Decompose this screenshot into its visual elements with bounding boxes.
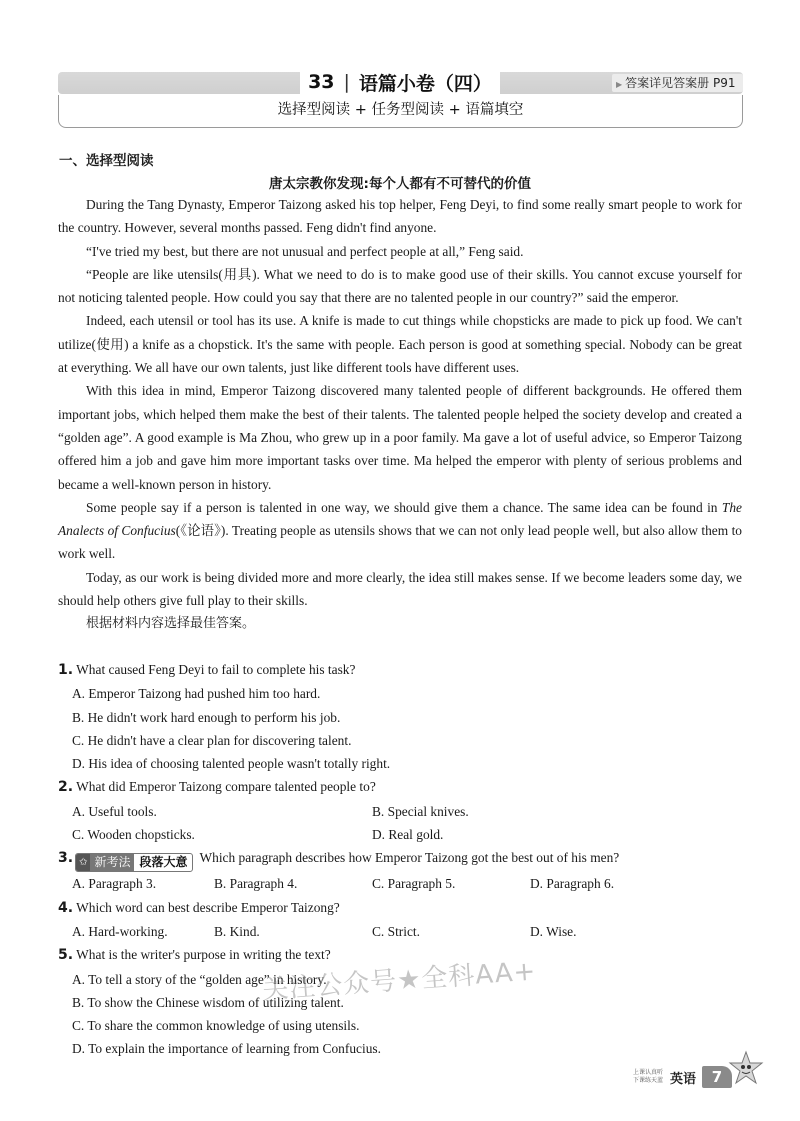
question-stem: Which word can best describe Emperor Taizong? — [73, 899, 340, 915]
option-d[interactable]: D. Wise. — [530, 923, 577, 939]
answer-reference-text: 答案详见答案册 P91 — [625, 76, 736, 90]
paragraph-3: “People are like utensils(用具). What we need to do is to make good use of their skills. You cannot excuse yourself for not noticing talented people. How could you say that there are no talented people in our country?” said the emperor. — [58, 266, 742, 306]
instruction: 根据材料内容选择最佳答案。 — [86, 616, 256, 632]
option-a[interactable]: A. Hard-working. — [72, 923, 168, 939]
option-d[interactable]: D. His idea of choosing talented people wasn't totally right. — [72, 756, 391, 772]
question-number: 5. — [58, 947, 74, 964]
article-body — [58, 193, 742, 636]
option-d[interactable]: D. Real gold. — [372, 827, 444, 843]
options-row — [58, 872, 742, 895]
question-stem: What is the writer's purpose in writing the text? — [73, 947, 331, 963]
paragraph-4: Indeed, each utensil or tool has its use. A knife is made to cut things while chopsticks are made to pick up food. We can't utilize(使用) a knife as a chopstick. It's the same with people. Each person is good at something special. Nobody can be great at everything. We all have our own talents, just like different tools have different uses. — [58, 313, 742, 376]
option-a[interactable]: A. Emperor Taizong had pushed him too hard. — [72, 686, 321, 702]
page-number: 7 — [702, 1066, 732, 1088]
star-icon: ✩ — [76, 854, 90, 871]
option-d[interactable]: D. To explain the importance of learning from Confucius. — [72, 1041, 381, 1057]
paragraph-7: Today, as our work is being divided more and more clearly, the idea still makes sense. If we become leaders some day, we should help others give full play to their skills. — [58, 569, 742, 609]
options-row — [58, 920, 742, 943]
question-number: 2. — [58, 779, 74, 796]
question-4 — [58, 896, 742, 944]
question-number: 1. — [58, 662, 74, 678]
option-b[interactable]: B. To show the Chinese wisdom of utilizing talent. — [72, 994, 344, 1010]
watermark: 关注公众号★全科AA+ — [261, 956, 538, 1006]
new-method-tag: 新考法 — [90, 854, 134, 871]
question-stem: What did Emperor Taizong compare talented people to? — [73, 779, 376, 795]
title-separator: | — [343, 71, 350, 93]
option-c[interactable]: C. Wooden chopsticks. — [72, 827, 195, 843]
option-c[interactable]: C. To share the common knowledge of using utensils. — [72, 1018, 360, 1034]
paragraph-1: During the Tang Dynasty, Emperor Taizong asked his top helper, Feng Deyi, to find some really smart people to work for the country. However, several months passed. Feng didn't find anyone. — [58, 197, 742, 236]
option-a[interactable]: A. Useful tools. — [72, 803, 157, 819]
option-c[interactable]: C. Paragraph 5. — [372, 876, 456, 892]
book-title: The Analects of Confucius — [58, 499, 742, 539]
question-stem: Which paragraph describes how Emperor Taizong got the best out of his men? — [199, 850, 620, 866]
header-title — [300, 67, 500, 97]
option-b[interactable]: B. Paragraph 4. — [214, 876, 298, 892]
topic-tag: 段落大意 — [139, 855, 188, 870]
paragraph-6-start: Some people say if a person is talented in one way, we should give them a chance. The same idea can be found in — [86, 499, 722, 515]
triangle-icon: ▶ — [616, 80, 623, 89]
paragraph-6-end: (《论语》). Treating people as utensils shows that we can not only lead people well, but also allow them to work well. — [58, 523, 742, 562]
question-number: 4. — [58, 899, 74, 916]
option-b[interactable]: B. Special knives. — [372, 803, 469, 819]
question-2 — [58, 775, 742, 846]
options-row — [58, 800, 742, 823]
star-mascot-icon — [728, 1050, 764, 1090]
options-row — [58, 823, 742, 846]
section-title: 一、选择型阅读 — [59, 153, 154, 169]
footer-slogan-line: 上课认真听 — [632, 1069, 663, 1076]
header-subtitle: 选择型阅读 + 任务型阅读 + 语篇填空 — [58, 95, 743, 128]
questions — [58, 658, 742, 1061]
paragraph-6 — [58, 496, 742, 566]
unit-title: 语篇小卷（四） — [358, 72, 492, 95]
option-a[interactable]: A. Paragraph 3. — [72, 876, 157, 892]
option-d[interactable]: D. Paragraph 6. — [530, 876, 615, 892]
paragraph-5: With this idea in mind, Emperor Taizong discovered many talented people of different backgrounds. He offered them important jobs, which helped them make the best of their talents. The talented people helped the society develop and created a “golden age”. A good example is Ma Zhou, who grew up in a poor family. Ma gave a lot of useful advice, so Emperor Taizong offered him a job and gave him more important tasks over time. Ma helped the emperor with plenty of serious problems and became a well-known person in history. — [58, 383, 742, 492]
option-c[interactable]: C. Strict. — [372, 923, 420, 939]
article-title: 唐太宗教你发现:每个人都有不可替代的价值 — [269, 176, 531, 192]
question-3 — [58, 846, 742, 895]
question-tag — [75, 853, 193, 872]
paragraph-2: “I've tried my best, but there are not unusual and perfect people at all,” Feng said. — [86, 243, 524, 259]
footer-slogan — [626, 1069, 670, 1085]
footer-subject: 英语 — [670, 1072, 697, 1087]
question-1 — [58, 658, 742, 775]
footer-slogan-line: 下课练天蓝 — [632, 1077, 663, 1084]
unit-number: 33 — [308, 71, 335, 93]
answer-reference — [612, 74, 743, 92]
question-stem: What caused Feng Deyi to fail to complete his task? — [73, 662, 356, 677]
option-a[interactable]: A. To tell a story of the “golden age” in history. — [72, 971, 327, 987]
option-b[interactable]: B. Kind. — [214, 923, 260, 939]
option-b[interactable]: B. He didn't work hard enough to perform his job. — [72, 709, 341, 725]
option-c[interactable]: C. He didn't have a clear plan for discovering talent. — [72, 732, 352, 748]
question-number: 3. — [58, 850, 74, 867]
